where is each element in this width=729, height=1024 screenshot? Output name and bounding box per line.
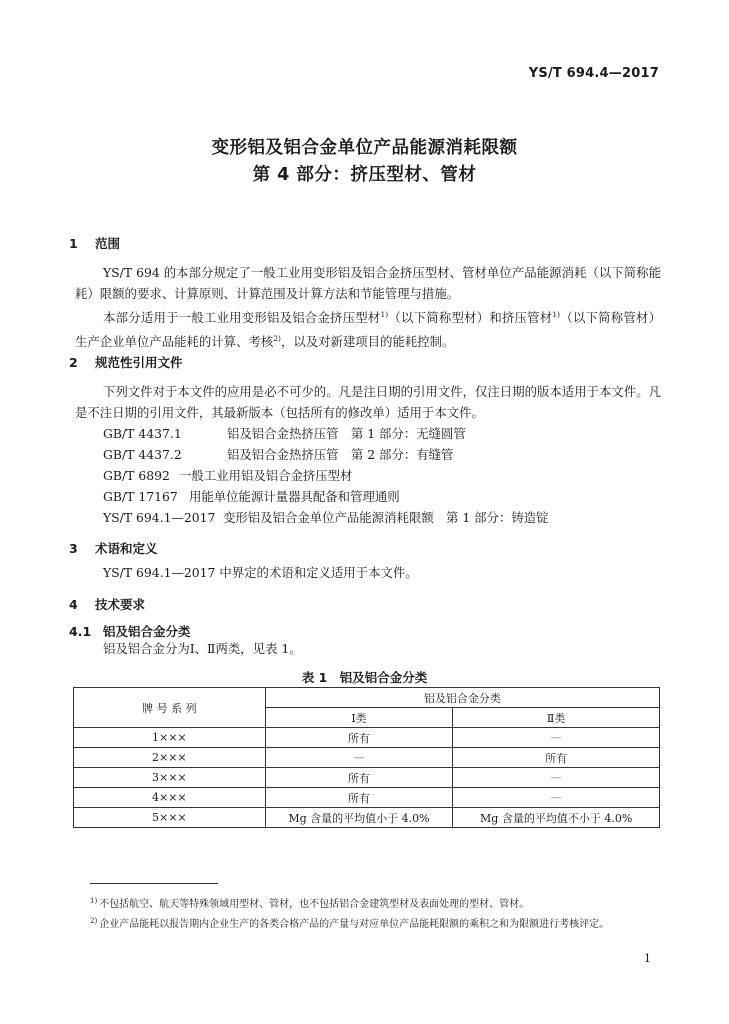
section-heading-technical-requirements [69,595,145,613]
section-title: 范围 [95,236,121,251]
reference-title: 铝及铝合金热挤压管 第 2 部分：有缝管 [227,447,454,462]
reference-code: GB/T 17167 [103,489,178,504]
section-title: 规范性引用文件 [95,355,183,370]
reference-title: 用能单位能源计量器具配备和管理通则 [189,489,400,504]
cell-class-1: — [265,748,453,768]
footnote-mark: 1) [90,897,98,905]
reference-item [103,424,466,442]
reference-title: 变形铝及铝合金单位产品能源消耗限额 第 1 部分：铸造锭 [223,510,549,525]
table-row [74,728,660,748]
scope-paragraph-2 [75,304,661,352]
cell-series: 3××× [74,768,266,788]
reference-title: 一般工业用铝及铝合金挤压型材 [179,468,353,483]
reference-item [103,508,549,526]
header-series: 牌 号 系 列 [74,688,266,728]
cell-series: 5××× [74,808,266,828]
section-heading-terms [69,539,158,557]
page-number: 1 [644,952,651,965]
scope-paragraph-1: YS/T 694 的本部分规定了一般工业用变形铝及铝合金挤压型材、管材单位产品能源消耗（以下简称能耗）限额的要求、计算原则、计算范围及计算方法和节能管理与措施。 [75,265,661,301]
table-row [74,788,660,808]
footnote-ref: 1) [380,310,389,319]
references-intro: 下列文件对于本文件的应用是必不可少的。凡是注日期的引用文件，仅注日期的版本适用于本文件。凡是不注日期的引用文件，其最新版本（包括所有的修改单）适用于本文件。 [75,384,661,420]
cell-class-2: 所有 [453,748,660,768]
footnote-ref: 2) [273,334,281,343]
cell-class-1: 所有 [265,728,453,748]
reference-code: GB/T 6892 [103,468,170,483]
document-subtitle: 第 4 部分：挤压型材、管材 [252,165,477,185]
reference-item [103,487,400,505]
section-heading-scope [69,234,120,252]
cell-class-2: — [453,788,660,808]
subsection-title: 铝及铝合金分类 [103,624,191,639]
section-title: 术语和定义 [95,541,158,556]
cell-series: 2××× [74,748,266,768]
footnote-mark: 2) [90,917,98,925]
table-row [74,808,660,828]
footnote-ref: 1) [552,310,561,319]
section-number: 3 [69,541,78,556]
text-run: （以下简称管材）生产企业单位产品能耗的计算、考核 [75,310,662,349]
header-class-2: Ⅱ类 [453,708,660,728]
cell-class-1: 所有 [265,768,453,788]
reference-code: YS/T 694.1—2017 [103,510,216,525]
text-run: 本部分适用于一般工业用变形铝及铝合金挤压型材 [103,310,381,325]
footnote-divider [90,883,218,884]
table-row [74,768,660,788]
footnote-1 [90,893,665,913]
terms-paragraph: YS/T 694.1—2017 中界定的术语和定义适用于本文件。 [103,565,418,580]
standard-number: YS/T 694.4—2017 [528,66,659,81]
header-classification: 铝及铝合金分类 [265,688,659,708]
reference-code: GB/T 4437.1 [103,426,182,441]
classification-paragraph: 铝及铝合金分为Ⅰ、Ⅱ两类，见表 1。 [103,641,302,656]
reference-code: GB/T 4437.2 [103,447,182,462]
reference-item [103,466,352,484]
text-run: （以下简称型材）和挤压管材 [388,310,553,325]
cell-series: 4××× [74,788,266,808]
cell-class-2: — [453,768,660,788]
alloy-classification-table [73,687,660,828]
section-number: 4 [69,597,78,612]
cell-class-2: Mg 含量的平均值不小于 4.0% [453,808,660,828]
cell-series: 1××× [74,728,266,748]
footnote-text: 企业产品能耗以报告期内企业生产的各类合格产品的产量与对应单位产品能耗限额的乘积之和为限额进行考核评定。 [99,919,610,930]
section-heading-normative-references [69,353,183,371]
table-caption: 表 1 铝及铝合金分类 [301,670,428,685]
section-title: 技术要求 [95,597,146,612]
table-row [74,748,660,768]
document-title: 变形铝及铝合金单位产品能源消耗限额 [211,138,518,158]
reference-title: 铝及铝合金热挤压管 第 1 部分：无缝圆管 [227,426,466,441]
footnote-2 [90,913,665,933]
header-class-1: Ⅰ类 [265,708,453,728]
section-number: 2 [69,355,78,370]
cell-class-2: — [453,728,660,748]
section-number: 1 [69,236,78,251]
reference-item [103,445,453,463]
cell-class-1: 所有 [265,788,453,808]
subsection-number: 4.1 [69,624,92,639]
footnote-text: 不包括航空、航天等特殊领域用型材、管材，也不包括铝合金建筑型材及表面处理的型材、管材。 [99,899,530,910]
text-run: ，以及对新建项目的能耗控制。 [280,334,455,349]
subsection-heading-alloy-classification [69,622,191,640]
cell-class-1: Mg 含量的平均值小于 4.0% [265,808,453,828]
